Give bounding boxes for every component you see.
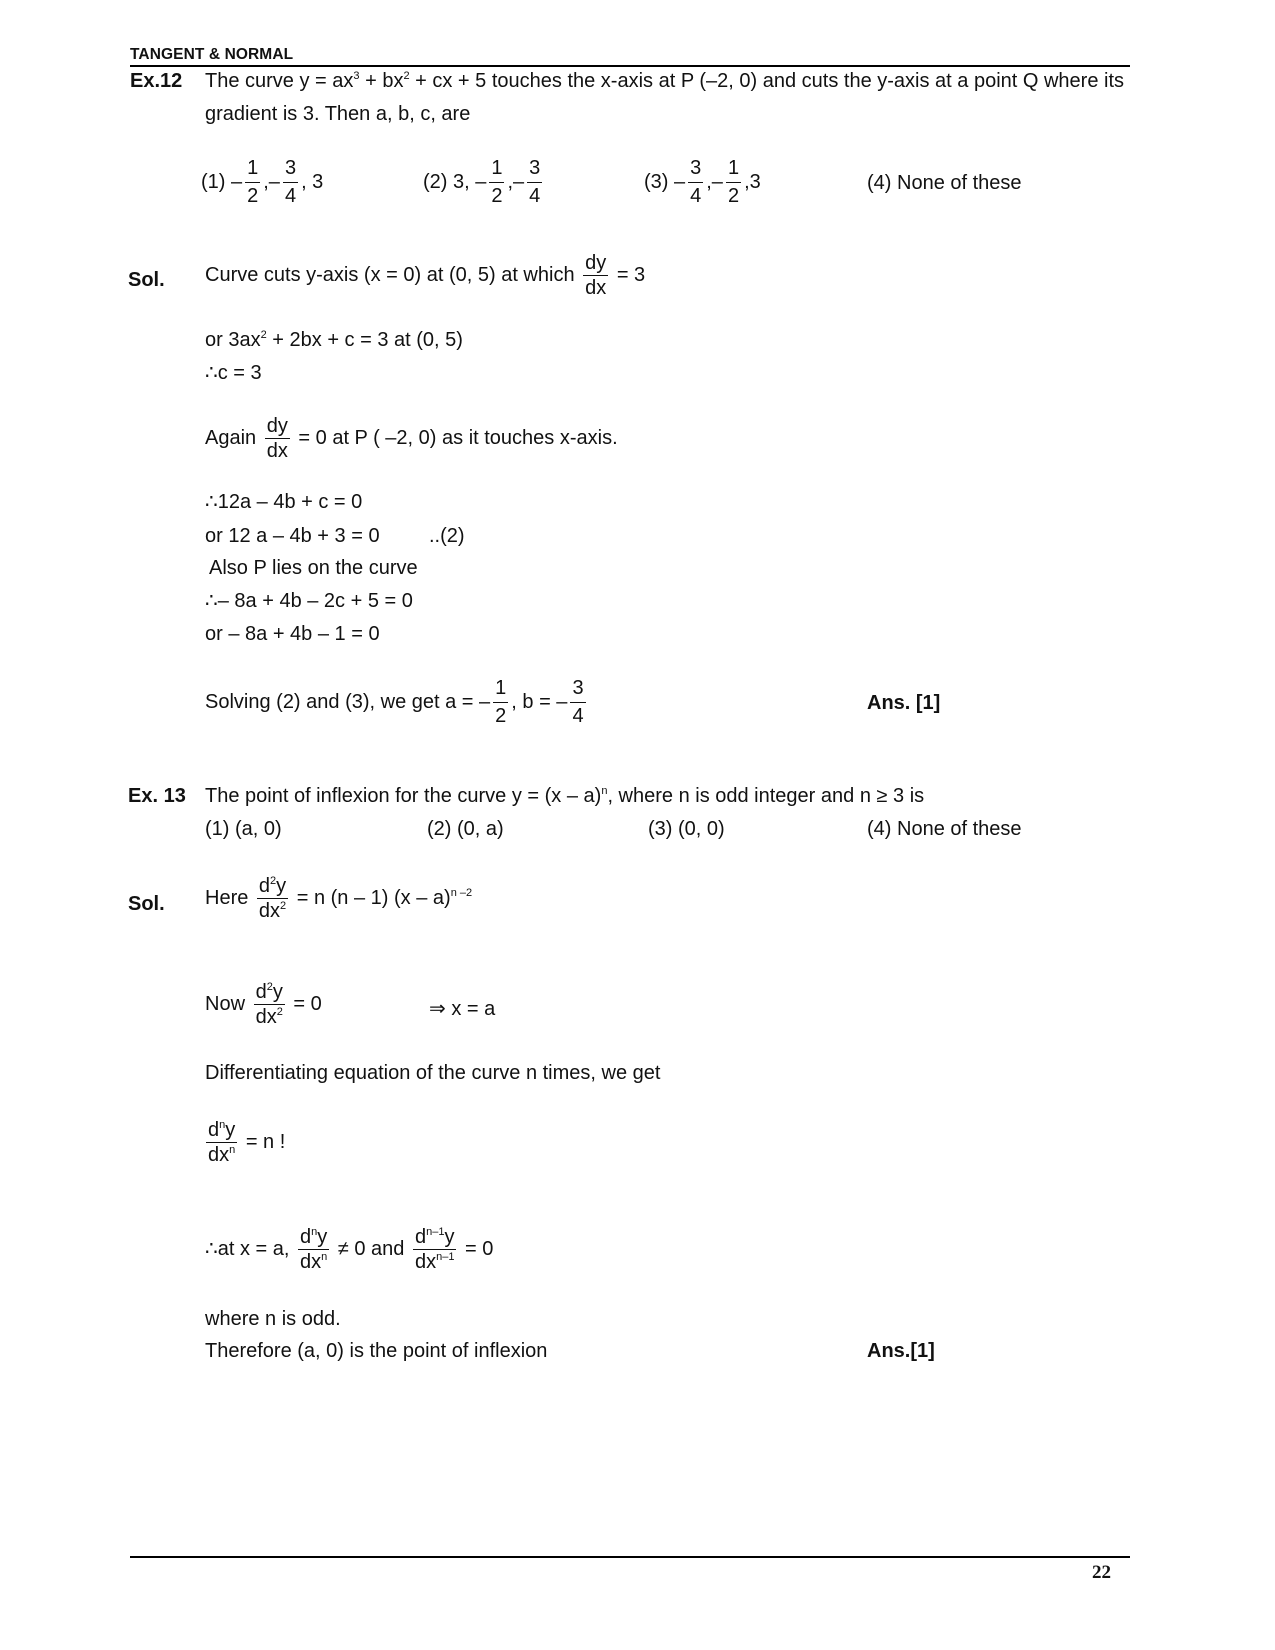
- text: dx: [208, 1144, 230, 1166]
- numerator: 1: [495, 677, 507, 699]
- text: = 0 at P ( –2, 0) as it touches x-axis.: [298, 426, 618, 449]
- text: dx: [258, 900, 281, 922]
- superscript: 2: [266, 981, 273, 993]
- superscript: 2: [276, 1006, 283, 1018]
- ex12-sol-line3: ∴c = 3: [205, 362, 262, 384]
- fraction: [245, 155, 260, 210]
- fraction: [489, 155, 504, 210]
- superscript: n: [219, 1119, 226, 1131]
- option-prefix: (3) –: [644, 170, 686, 193]
- denominator: 2: [726, 182, 741, 210]
- superscript: 3: [353, 70, 360, 82]
- ex13-option-4: (4) None of these: [867, 818, 1022, 840]
- superscript: 2: [280, 900, 287, 912]
- denominator: dx: [585, 277, 607, 299]
- text: Here: [205, 886, 249, 909]
- equation-tag-2: ..(2): [429, 525, 465, 547]
- nth-derivative-fraction: [206, 1118, 237, 1167]
- ex13-option-2: (2) (0, a): [427, 818, 504, 840]
- numerator: [298, 1225, 329, 1249]
- option-prefix: (2) 3, –: [423, 170, 487, 193]
- ex12-sol-line7: Also P lies on the curve: [209, 557, 418, 579]
- text: + bx: [359, 70, 404, 92]
- text: d: [414, 1226, 427, 1248]
- ex13-answer: Ans.[1]: [867, 1340, 935, 1362]
- ex12-question-line1: [205, 69, 1124, 93]
- text: = n (n – 1) (x – a): [296, 886, 451, 909]
- ex12-sol-line2: [205, 328, 463, 352]
- text: y: [276, 875, 287, 897]
- ex13-sol-line6: where n is odd.: [205, 1308, 341, 1330]
- ex12-option-4: (4) None of these: [867, 172, 1022, 194]
- text: y: [444, 1226, 455, 1248]
- text: d: [300, 1226, 312, 1248]
- text: = 0: [465, 1237, 494, 1260]
- denominator: 2: [489, 182, 504, 210]
- text: = 3: [616, 263, 646, 286]
- second-derivative-fraction: [257, 874, 288, 923]
- ex12-sol-line8: ∴– 8a + 4b – 2c + 5 = 0: [205, 590, 413, 612]
- numerator: 3: [572, 677, 584, 699]
- superscript: n: [601, 785, 608, 797]
- numerator: 3: [529, 157, 541, 179]
- option-suffix: ,3: [744, 170, 761, 193]
- ex12-option-3: [644, 155, 761, 210]
- ex12-option-2: [423, 155, 545, 210]
- fraction: [570, 675, 585, 730]
- ex13-option-3: (3) (0, 0): [648, 818, 725, 840]
- ex12-solution-label: Sol.: [128, 269, 165, 291]
- option-suffix: , 3: [301, 170, 324, 193]
- fraction: [527, 155, 542, 210]
- superscript: 2: [260, 329, 267, 341]
- text: = 0: [293, 992, 322, 1015]
- text: or 3ax: [205, 329, 261, 351]
- text: y: [317, 1226, 328, 1248]
- denominator: [413, 1249, 456, 1274]
- numerator: dy: [266, 415, 288, 437]
- ex13-option-1: (1) (a, 0): [205, 818, 282, 840]
- superscript: n–1: [436, 1251, 455, 1263]
- text: , where n is odd integer and n ≥ 3 is: [607, 785, 925, 807]
- numerator: [206, 1118, 237, 1142]
- text: ≠ 0 and: [337, 1237, 405, 1260]
- denominator: [298, 1249, 329, 1274]
- text: y: [272, 981, 283, 1003]
- fraction: [493, 675, 508, 730]
- text: + cx + 5 touches the x-axis at P (–2, 0) and cuts the y-axis at a point Q where its: [409, 70, 1125, 92]
- denominator: 4: [688, 182, 703, 210]
- text: The point of inflexion for the curve y = (x – a): [205, 785, 602, 807]
- ex12-sol-line5: ∴12a – 4b + c = 0: [205, 491, 363, 513]
- text: = n !: [245, 1130, 286, 1153]
- denominator: 4: [527, 182, 542, 210]
- ex13-sol-line3: Differentiating equation of the curve n times, we get: [205, 1062, 661, 1084]
- ex13-sol-line4: [203, 1118, 285, 1167]
- text: ∴at x = a,: [205, 1237, 290, 1260]
- numerator: [413, 1225, 456, 1249]
- denominator: [257, 898, 288, 923]
- ex13-sol-line5: [205, 1225, 493, 1274]
- text: Curve cuts y-axis (x = 0) at (0, 5) at which: [205, 263, 575, 286]
- text: , b = –: [511, 690, 568, 713]
- numerator: 3: [284, 157, 297, 179]
- superscript: n: [229, 1144, 236, 1156]
- ex12-sol-line1: [205, 251, 645, 300]
- implies-x-equals-a: ⇒ x = a: [429, 998, 496, 1020]
- text: Solving (2) and (3), we get a = –: [205, 690, 491, 713]
- denominator: 2: [245, 182, 260, 210]
- ex12-label: Ex.12: [130, 70, 183, 92]
- ex13-sol-line7: Therefore (a, 0) is the point of inflexion: [205, 1340, 548, 1362]
- numerator: 3: [690, 157, 702, 179]
- superscript: 2: [270, 875, 277, 887]
- denominator: 2: [493, 702, 508, 730]
- fraction: [283, 155, 298, 210]
- text: dx: [300, 1251, 322, 1273]
- dy-dx-fraction: [265, 414, 290, 463]
- numerator: 1: [727, 157, 740, 179]
- page-header-title: TANGENT & NORMAL: [130, 46, 294, 63]
- page-number: 22: [1092, 1562, 1111, 1583]
- second-derivative-fraction: [254, 980, 285, 1029]
- ex13-question: [205, 784, 924, 808]
- denominator: [206, 1142, 237, 1167]
- superscript: n –2: [450, 886, 473, 899]
- fraction: [688, 155, 703, 210]
- numerator: dy: [585, 252, 607, 274]
- ex12-sol-line10: [205, 675, 589, 730]
- superscript: n: [321, 1251, 328, 1263]
- ex13-sol-line1: [205, 874, 472, 923]
- separator: ,–: [263, 170, 280, 193]
- separator: ,–: [706, 170, 723, 193]
- denominator: [254, 1004, 285, 1029]
- ex12-option-1: [201, 155, 323, 210]
- ex12-sol-line4: [205, 414, 618, 463]
- option-prefix: (1) –: [201, 170, 243, 193]
- text: + 2bx + c = 3 at (0, 5): [266, 329, 463, 351]
- footer-rule: [130, 1556, 1130, 1558]
- dy-dx-fraction: [583, 251, 608, 300]
- ex12-sol-line9: or – 8a + 4b – 1 = 0: [205, 623, 380, 645]
- text: dx: [255, 1006, 277, 1028]
- separator: ,–: [507, 170, 525, 193]
- text: d: [208, 1119, 220, 1141]
- header-rule: [130, 65, 1130, 67]
- text: Now: [205, 992, 246, 1015]
- nth-derivative-fraction: [298, 1225, 329, 1274]
- ex12-question-line2: gradient is 3. Then a, b, c, are: [205, 103, 471, 125]
- fraction: [726, 155, 741, 210]
- superscript: n–1: [426, 1226, 445, 1238]
- ex13-sol-line2: [205, 980, 322, 1029]
- denominator: 4: [283, 182, 298, 210]
- text: d: [258, 875, 271, 897]
- text: y: [225, 1119, 236, 1141]
- text: d: [255, 981, 267, 1003]
- ex13-solution-label: Sol.: [128, 893, 165, 915]
- numerator: 1: [491, 157, 503, 179]
- denominator: 4: [570, 702, 585, 730]
- numerator: 1: [247, 157, 259, 179]
- superscript: n: [311, 1226, 318, 1238]
- text: The curve y = ax: [205, 70, 354, 92]
- ex12-answer: Ans. [1]: [867, 692, 941, 714]
- numerator: [257, 874, 288, 898]
- superscript: 2: [403, 70, 410, 82]
- ex13-label: Ex. 13: [128, 785, 186, 807]
- ex12-sol-line6: or 12 a – 4b + 3 = 0: [205, 525, 380, 547]
- n-minus-1th-derivative-fraction: [413, 1225, 456, 1274]
- numerator: [254, 980, 285, 1004]
- denominator: dx: [266, 440, 288, 462]
- text: dx: [414, 1251, 437, 1273]
- text: Again: [205, 426, 257, 449]
